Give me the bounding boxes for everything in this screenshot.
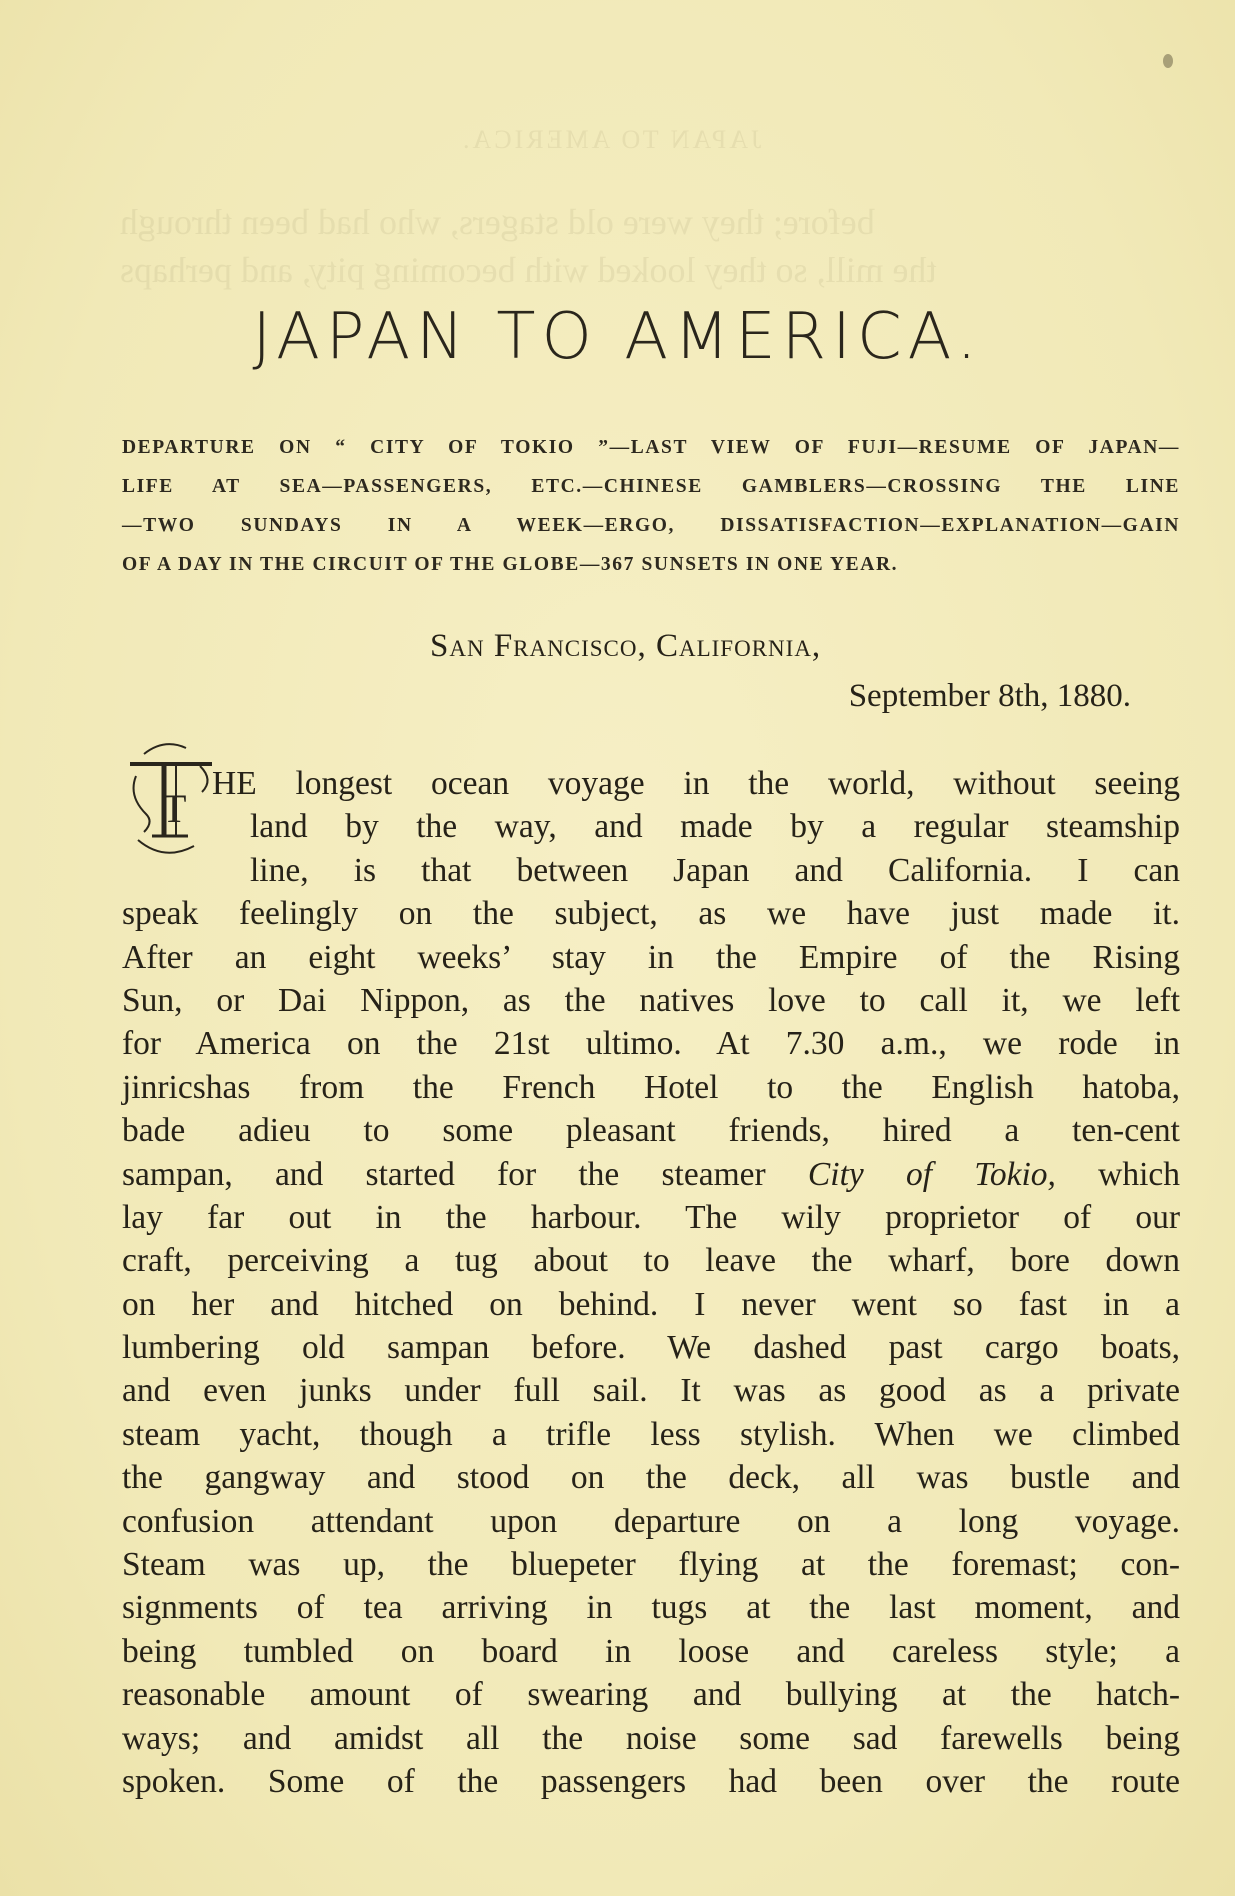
bleed-through-line: before; they were old stagers, who had been through <box>120 202 875 242</box>
text-line: land by the way, and made by a regular steamship <box>250 808 1180 846</box>
synopsis-line: DEPARTURE ON “ CITY OF TOKIO ”—LAST VIEW OF FUJI—RESUME OF JAPAN— <box>122 437 1180 458</box>
text-line: bade adieu to some pleasant friends, hired a ten-cent <box>122 1112 1180 1150</box>
text-line: and even junks under full sail. It was as good as a private <box>122 1372 1180 1410</box>
text-line: craft, perceiving a tug about to leave the wharf, bore down <box>122 1242 1180 1280</box>
text-line: After an eight weeks’ stay in the Empire of the Rising <box>122 938 1180 976</box>
text-line: on her and hitched on behind. I never went so fast in a <box>122 1285 1180 1323</box>
text-line: line, is that between Japan and California. I can <box>250 851 1180 889</box>
text-line: steam yacht, though a trifle less stylish. When we climbed <box>122 1415 1180 1453</box>
dateline-date: September 8th, 1880. <box>848 678 1131 714</box>
text-line: reasonable amount of swearing and bullying at the hatch- <box>122 1676 1180 1714</box>
text-line: spoken. Some of the passengers had been over the route <box>122 1762 1180 1800</box>
bleed-through-line: the mill, so they looked with becoming pity, and perhaps <box>120 250 937 290</box>
text-line: ways; and amidst all the noise some sad farewells being <box>122 1719 1180 1757</box>
text-line: jinricshas from the French Hotel to the English hatoba, <box>122 1068 1180 1106</box>
text-line <box>122 1153 1180 1196</box>
text-line: HE longest ocean voyage in the world, without seeing <box>212 765 1180 802</box>
chapter-synopsis <box>122 428 1180 584</box>
svg-text:T: T <box>162 786 187 831</box>
text-run: which <box>1055 1155 1180 1193</box>
text-line: signments of tea arriving in tugs at the last moment, and <box>122 1589 1180 1627</box>
synopsis-line: LIFE AT SEA—PASSENGERS, ETC.—CHINESE GAMBLERS—CROSSING THE LINE <box>122 476 1180 497</box>
text-line: Sun, or Dai Nippon, as the natives love to call it, we left <box>122 981 1180 1019</box>
ink-spot <box>1163 54 1173 68</box>
text-line: for America on the 21st ultimo. At 7.30 a.m., we rode in <box>122 1025 1180 1063</box>
text-line: Steam was up, the bluepeter flying at the foremast; con- <box>122 1546 1180 1584</box>
text-line: lay far out in the harbour. The wily proprietor of our <box>122 1198 1180 1236</box>
text-line: speak feelingly on the subject, as we have just made it. <box>122 895 1180 933</box>
synopsis-line: —TWO SUNDAYS IN A WEEK—ERGO, DISSATISFACTION—EXPLANATION—GAIN <box>122 515 1180 536</box>
text-line: confusion attendant upon departure on a long voyage. <box>122 1502 1180 1540</box>
text-line: the gangway and stood on the deck, all was bustle and <box>122 1459 1180 1497</box>
dateline-city: San Francisco, California, <box>430 628 822 664</box>
text-run: sampan, and started for the steamer <box>122 1155 808 1193</box>
text-line: lumbering old sampan before. We dashed past cargo boats, <box>122 1329 1180 1367</box>
bleed-through-header: JAPAN TO AMERICA. <box>460 125 762 154</box>
ship-name: City of Tokio, <box>807 1155 1056 1193</box>
text-line: being tumbled on board in loose and careless style; a <box>122 1632 1180 1670</box>
body-text <box>122 762 1180 1803</box>
chapter-title: JAPAN TO AMERICA. <box>252 300 983 374</box>
synopsis-line: OF A DAY IN THE CIRCUIT OF THE GLOBE—367 SUNSETS IN ONE YEAR. <box>122 554 899 575</box>
